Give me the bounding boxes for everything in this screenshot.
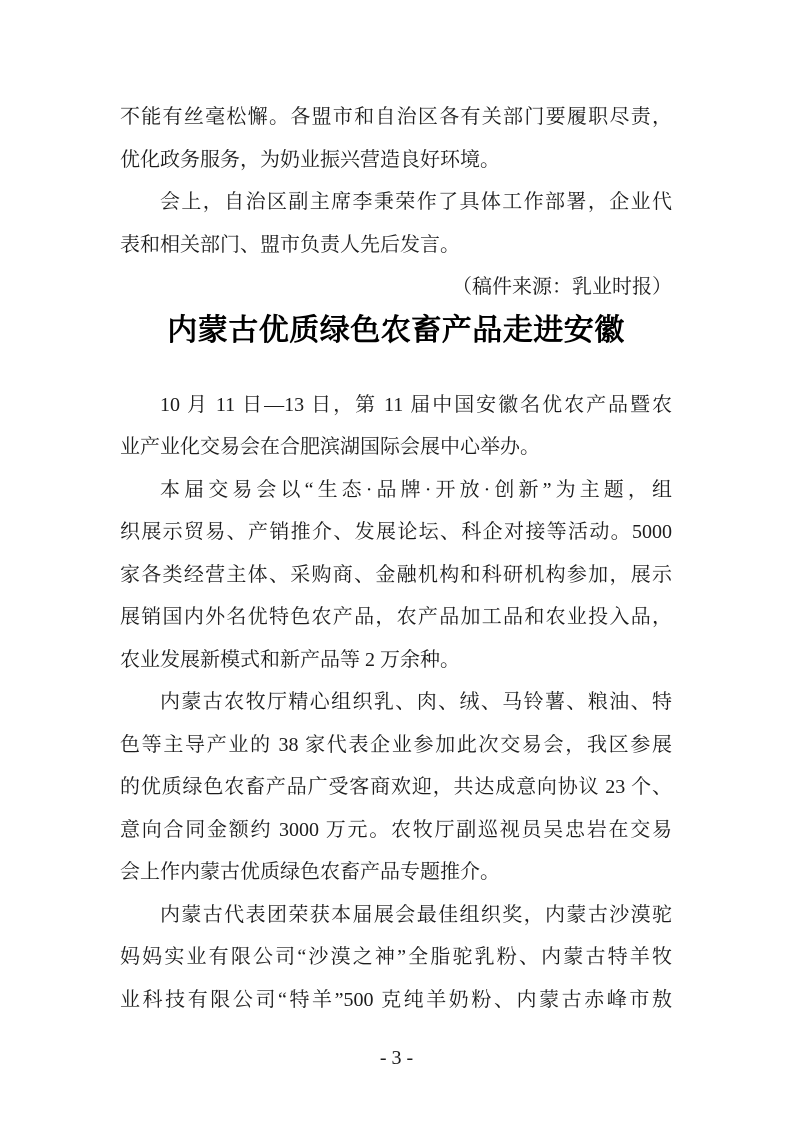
text-line: 不能有丝毫松懈。各盟市和自治区各有关部门要履职尽责，	[120, 106, 672, 128]
text-line: 表和相关部门、盟市负责人先后发言。	[120, 233, 460, 256]
text-line: 的优质绿色农畜产品广受客商欢迎，共达成意向协议 23 个、	[120, 776, 672, 798]
text-line: 织展示贸易、产销推介、发展论坛、科企对接等活动。5000	[120, 521, 672, 543]
text-line: 本届交易会以“生态·品牌·开放·创新”为主题，组	[160, 478, 672, 501]
text-line: 意向合同金额约 3000 万元。农牧厅副巡视员吴忠岩在交易	[120, 818, 672, 841]
article-title: 内蒙古优质绿色农畜产品走进安徽	[167, 313, 625, 347]
text-line: 内蒙古代表团荣获本届展会最佳组织奖，内蒙古沙漠驼	[160, 903, 672, 926]
text-line: 优化政务服务，为奶业振兴营造良好环境。	[120, 148, 500, 171]
text-line: 内蒙古农牧厅精心组织乳、肉、绒、马铃薯、粮油、特	[160, 691, 672, 713]
text-line: 妈妈实业有限公司“沙漠之神”全脂驼乳粉、内蒙古特羊牧	[120, 946, 672, 968]
text-line: 展销国内外名优特色农产品，农产品加工品和农业投入品，	[120, 606, 672, 628]
text-line: 会上，自治区副主席李秉荣作了具体工作部署，企业代	[160, 191, 672, 213]
text-line: 业科技有限公司“特羊”500 克纯羊奶粉、内蒙古赤峰市敖	[120, 988, 672, 1011]
text-line: 业产业化交易会在合肥滨湖国际会展中心举办。	[120, 436, 540, 458]
text-line: 会上作内蒙古优质绿色农畜产品专题推介。	[120, 861, 500, 883]
text-line: 家各类经营主体、采购商、金融机构和科研机构参加，展示	[120, 563, 672, 586]
text-line: 农业发展新模式和新产品等 2 万余种。	[120, 648, 460, 671]
page-number: - 3 -	[379, 1047, 414, 1069]
document-body	[120, 96, 672, 1021]
text-line: 10 月 11 日—13 日，第 11 届中国安徽名优农产品暨农	[160, 393, 672, 416]
source-attribution: （稿件来源：乳业时报）	[452, 276, 672, 298]
text-line: 色等主导产业的 38 家代表企业参加此次交易会，我区参展	[120, 733, 672, 756]
